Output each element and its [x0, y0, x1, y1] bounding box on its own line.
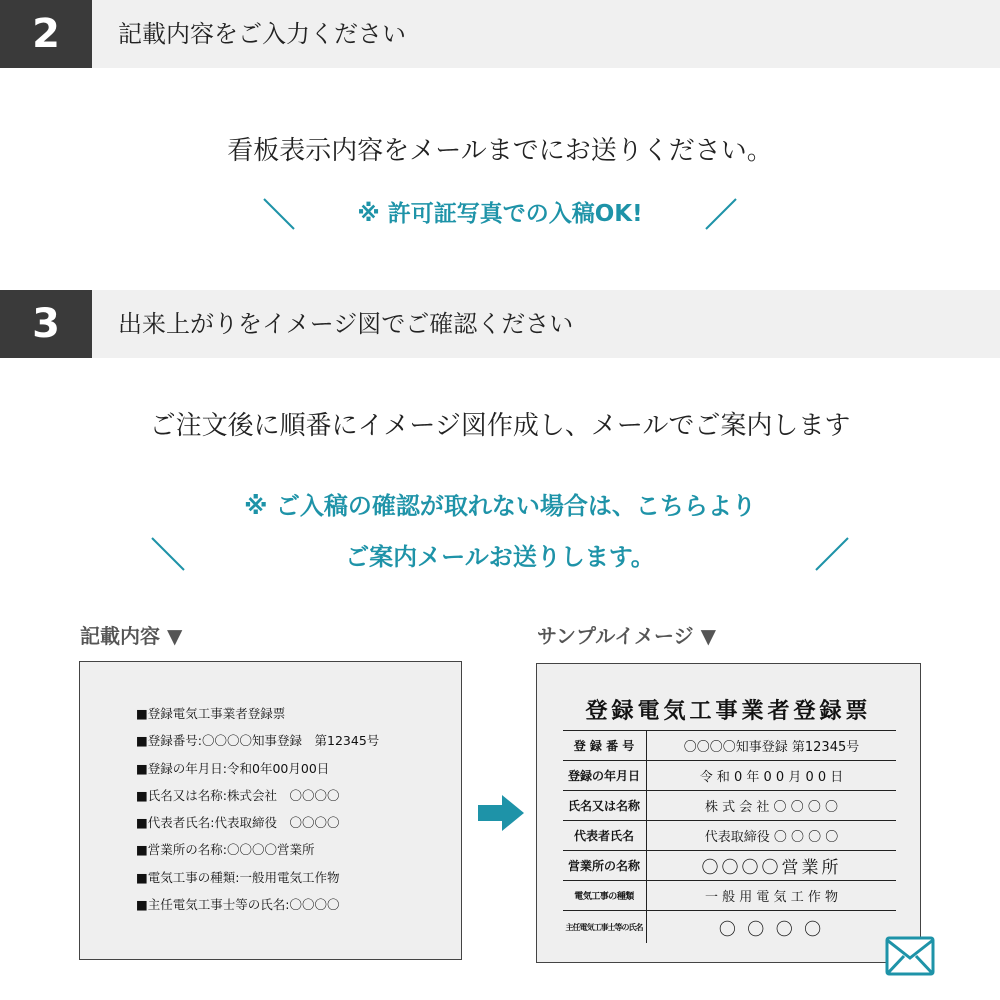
right-slash-decoration [704, 197, 738, 231]
mail-envelope-icon[interactable] [885, 936, 935, 976]
row-label: 営業所の名称 [567, 859, 640, 873]
list-item: ■主任電気工事士等の氏名:〇〇〇〇 [136, 897, 340, 913]
row-label: 主任電気工事士等の氏名 [565, 922, 643, 932]
step-2-header [0, 0, 1000, 68]
row-value: 〇〇〇〇知事登録 第12345号 [683, 740, 860, 755]
sign-title: 登録電気工事業者登録票 [585, 699, 872, 724]
content-caption: 記載内容 ▼ [80, 624, 183, 648]
step-2-lead: 看板表示内容をメールまでにお送りください。 [227, 136, 773, 166]
step-3-title: 出来上がりをイメージ図でご確認ください [118, 310, 574, 338]
content-list [136, 706, 379, 924]
list-item: ■電気工事の種類:一般用電気工作物 [136, 869, 340, 885]
list-item: ■登録の年月日:令和0年00月00日 [136, 760, 330, 776]
table-row [563, 850, 896, 880]
table-row [563, 880, 896, 910]
table-row [563, 910, 896, 943]
row-label: 登 録 番 号 [573, 739, 635, 753]
list-item: ■営業所の名称:〇〇〇〇営業所 [136, 842, 315, 858]
step-2-note: ※ 許可証写真での入稿OK! [357, 201, 643, 227]
row-label: 電気工事の種類 [574, 892, 634, 902]
list-item: ■登録番号:〇〇〇〇知事登録 第12345号 [136, 733, 380, 749]
row-label: 代表者氏名 [573, 829, 634, 843]
list-item: ■登録電気工事業者登録票 [136, 706, 286, 721]
table-row [563, 730, 896, 760]
row-value: 株 式 会 社 〇 〇 〇 〇 [705, 800, 838, 815]
row-value: 〇〇〇〇営業所 [701, 858, 842, 878]
table-row [563, 760, 896, 790]
list-item: ■氏名又は名称:株式会社 〇〇〇〇 [136, 787, 340, 803]
table-row [563, 820, 896, 850]
row-value: 令 和 0 年 0 0 月 0 0 日 [699, 770, 844, 785]
step-3-note-line2: ご案内メールお送りします。 [345, 543, 655, 571]
row-value: 代表取締役 〇 〇 〇 〇 [704, 830, 839, 845]
sample-sign-panel [536, 663, 921, 963]
step-2-number: 2 [0, 0, 92, 68]
row-value: 一 般 用 電 気 工 作 物 [705, 890, 838, 905]
list-item: ■代表者氏名:代表取締役 〇〇〇〇 [136, 815, 340, 831]
step-3-header [0, 290, 1000, 358]
row-label: 登録の年月日 [567, 769, 640, 783]
row-label: 氏名又は名称 [567, 799, 640, 813]
row-value: 〇 〇 〇 〇 [718, 919, 825, 940]
step-3-lead: ご注文後に順番にイメージ図作成し、メールでご案内します [149, 411, 851, 441]
content-panel [79, 661, 462, 960]
step-3-note-line1: ※ ご入稿の確認が取れない場合は、こちらより [244, 492, 756, 520]
right-slash-decoration [814, 536, 850, 572]
sign-table [563, 730, 896, 943]
table-row [563, 790, 896, 820]
sample-caption: サンプルイメージ ▼ [537, 624, 716, 648]
right-arrow-icon [478, 795, 524, 831]
step-2-title: 記載内容をご入力ください [118, 20, 406, 48]
step-3-number: 3 [0, 290, 92, 358]
